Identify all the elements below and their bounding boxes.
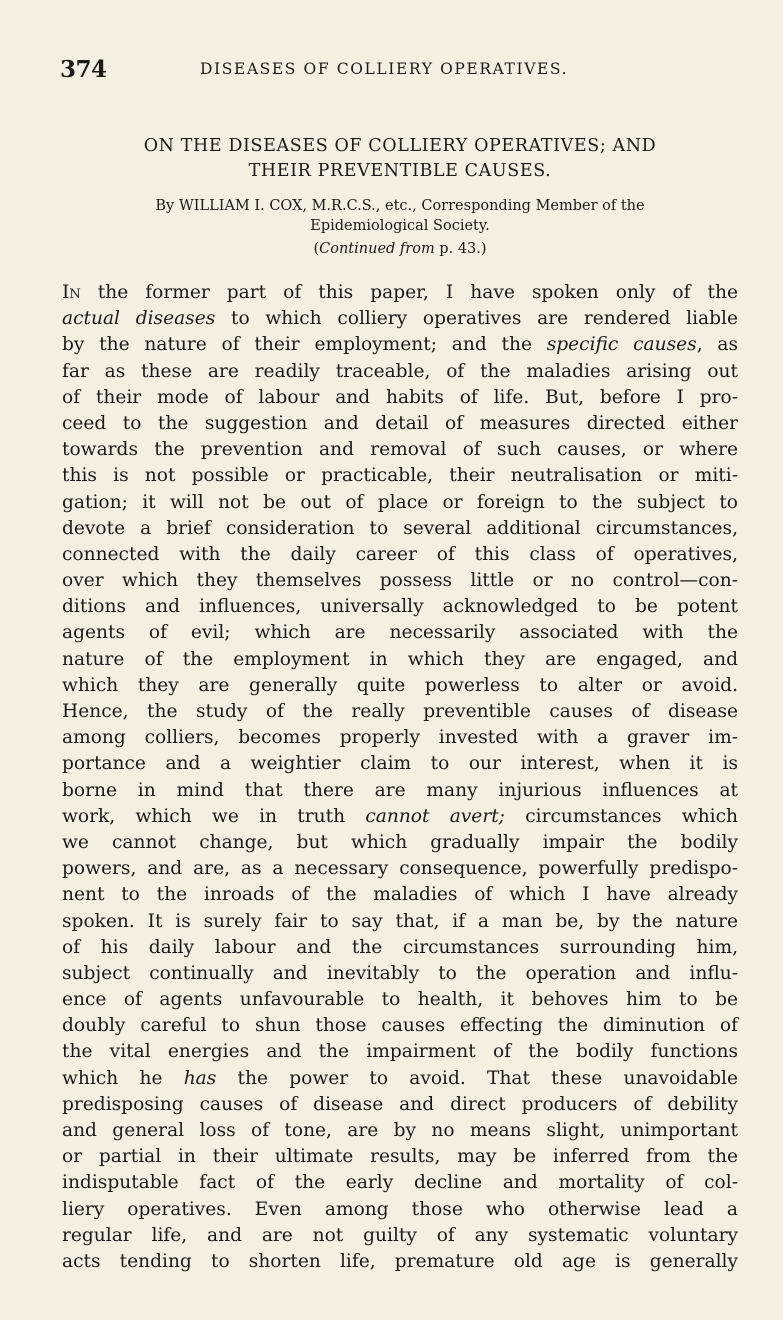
body-text-run: ence of agents unfavourable to health, it behoves him to be [62, 989, 738, 1011]
body-line [62, 909, 738, 935]
body-line [62, 673, 738, 699]
body-text-run: to which colliery operatives are rendered liable [215, 308, 738, 330]
body-text-run: among colliers, becomes properly invested with a graver im- [62, 727, 738, 749]
body-text-run: the former part of this paper, I have spoken only of the [80, 282, 738, 303]
body-line [62, 961, 738, 987]
body-text-run: subject continually and inevitably to the operation and influ- [62, 962, 738, 984]
body-line [62, 332, 738, 358]
body-line [62, 1066, 738, 1092]
byline-line: By WILLIAM I. COX, M.R.C.S., etc., Corresponding Member of the [155, 198, 645, 214]
italic-text: actual diseases [62, 308, 216, 330]
body-line [62, 1092, 738, 1118]
body-line [62, 699, 738, 725]
italic-text: has [183, 1067, 217, 1089]
body-line [62, 437, 738, 463]
body-text-run: far as these are readily traceable, of the maladies arising out [62, 360, 738, 382]
body-line [62, 568, 738, 594]
body-line [62, 987, 738, 1013]
body-line [62, 725, 738, 751]
body-line [62, 1118, 738, 1144]
body-line [62, 411, 738, 437]
body-text-run: devote a brief consideration to several additional circumstances, [62, 517, 738, 539]
body-text-run: spoken. It is surely fair to say that, if a man be, by the nature [62, 910, 738, 932]
body-text-run: of their mode of labour and habits of life. But, before I pro- [62, 386, 738, 408]
lead-word: In [62, 282, 81, 303]
body-line [62, 1223, 738, 1249]
body-text-run: this is not possible or practicable, their neutralisation or miti- [62, 465, 738, 487]
body-line [62, 359, 738, 385]
article-title-line: ON THE DISEASES OF COLLIERY OPERATIVES; AND [143, 136, 657, 156]
body-text-run: of his daily labour and the circumstances surrounding him, [62, 936, 738, 958]
body-text-run: acts tending to shorten life, premature old age is generally [62, 1250, 738, 1272]
continued-note [60, 241, 740, 257]
body-text-run: portance and a weightier claim to our interest, when it is [62, 753, 738, 775]
author-byline [60, 196, 740, 236]
body-line [62, 935, 738, 961]
body-line [62, 1197, 738, 1223]
body-line [62, 385, 738, 411]
continued-ref: p. 43.) [434, 241, 487, 257]
body-text-run: nent to the inroads of the maladies of which I have already [62, 884, 738, 906]
body-line [62, 620, 738, 646]
page-number: 374 [60, 56, 107, 83]
body-line [62, 280, 738, 306]
body-line [62, 1039, 738, 1065]
body-text-run: which he [62, 1067, 184, 1089]
body-text-run: predisposing causes of disease and direct producers of debility [62, 1093, 738, 1115]
italic-text: cannot avert; [365, 805, 505, 827]
body-text-run: nature of the employment in which they are engaged, and [62, 648, 738, 670]
running-title: DISEASES OF COLLIERY OPERATIVES. [200, 60, 569, 78]
body-line [62, 594, 738, 620]
article-title-line: THEIR PREVENTIBLE CAUSES. [248, 161, 552, 181]
article-title [60, 134, 740, 184]
body-text-run: circumstances which [504, 805, 739, 827]
body-text-run: and general loss of tone, are by no means slight, unimportant [62, 1120, 738, 1141]
body-text-run: work, which we in truth [62, 805, 366, 827]
body-text-run: the power to avoid. That these unavoidable [216, 1067, 738, 1089]
body-line [62, 1249, 738, 1275]
body-line [62, 1013, 738, 1039]
body-text-run: which they are generally quite powerless to alter or avoid. [62, 674, 738, 696]
body-line [62, 516, 738, 542]
italic-text: specific causes [546, 334, 697, 356]
body-text-run: connected with the daily career of this class of operatives, [62, 543, 738, 565]
body-line [62, 463, 738, 489]
body-line [62, 856, 738, 882]
body-line [62, 804, 738, 830]
body-text-run: gation; it will not be out of place or foreign to the subject to [62, 491, 738, 513]
body-text-run: liery operatives. Even among those who otherwise lead a [62, 1198, 738, 1220]
body-line [62, 542, 738, 568]
body-line [62, 647, 738, 673]
body-line [62, 882, 738, 908]
body-line [62, 306, 738, 332]
body-line [62, 490, 738, 516]
body-text [62, 280, 738, 1275]
body-line [62, 778, 738, 804]
byline-line: Epidemiological Society. [310, 218, 490, 234]
body-text-run: regular life, and are not guilty of any systematic voluntary [62, 1224, 738, 1246]
body-line [62, 830, 738, 856]
body-text-run: towards the prevention and removal of such causes, or where [62, 439, 738, 461]
continued-italic: Continued from [319, 241, 435, 257]
body-line [62, 1144, 738, 1170]
body-text-run: , as [696, 334, 738, 356]
body-text-run: ceed to the suggestion and detail of measures directed either [62, 412, 738, 434]
body-text-run: or partial in their ultimate results, may be inferred from the [62, 1146, 738, 1168]
body-text-run: doubly careful to shun those causes effecting the diminution of [62, 1015, 738, 1037]
body-text-run: powers, and are, as a necessary consequence, powerfully predispo- [62, 858, 738, 880]
body-line [62, 1170, 738, 1196]
body-text-run: borne in mind that there are many injurious influences at [62, 779, 738, 801]
body-text-run: agents of evil; which are necessarily associated with the [62, 622, 738, 644]
body-text-run: the vital energies and the impairment of the bodily functions [62, 1041, 738, 1063]
body-text-run: indisputable fact of the early decline and mortality of col- [62, 1172, 738, 1194]
body-text-run: ditions and influences, universally acknowledged to be potent [62, 596, 738, 618]
body-text-run: over which they themselves possess little or no control—con- [62, 570, 738, 592]
body-line [62, 751, 738, 777]
running-head [60, 56, 740, 86]
body-text-run: we cannot change, but which gradually impair the bodily [62, 831, 738, 853]
body-text-run: Hence, the study of the really preventible causes of disease [62, 701, 738, 722]
continued-open: ( [313, 241, 320, 257]
body-text-run: by the nature of their employment; and the [62, 334, 547, 356]
